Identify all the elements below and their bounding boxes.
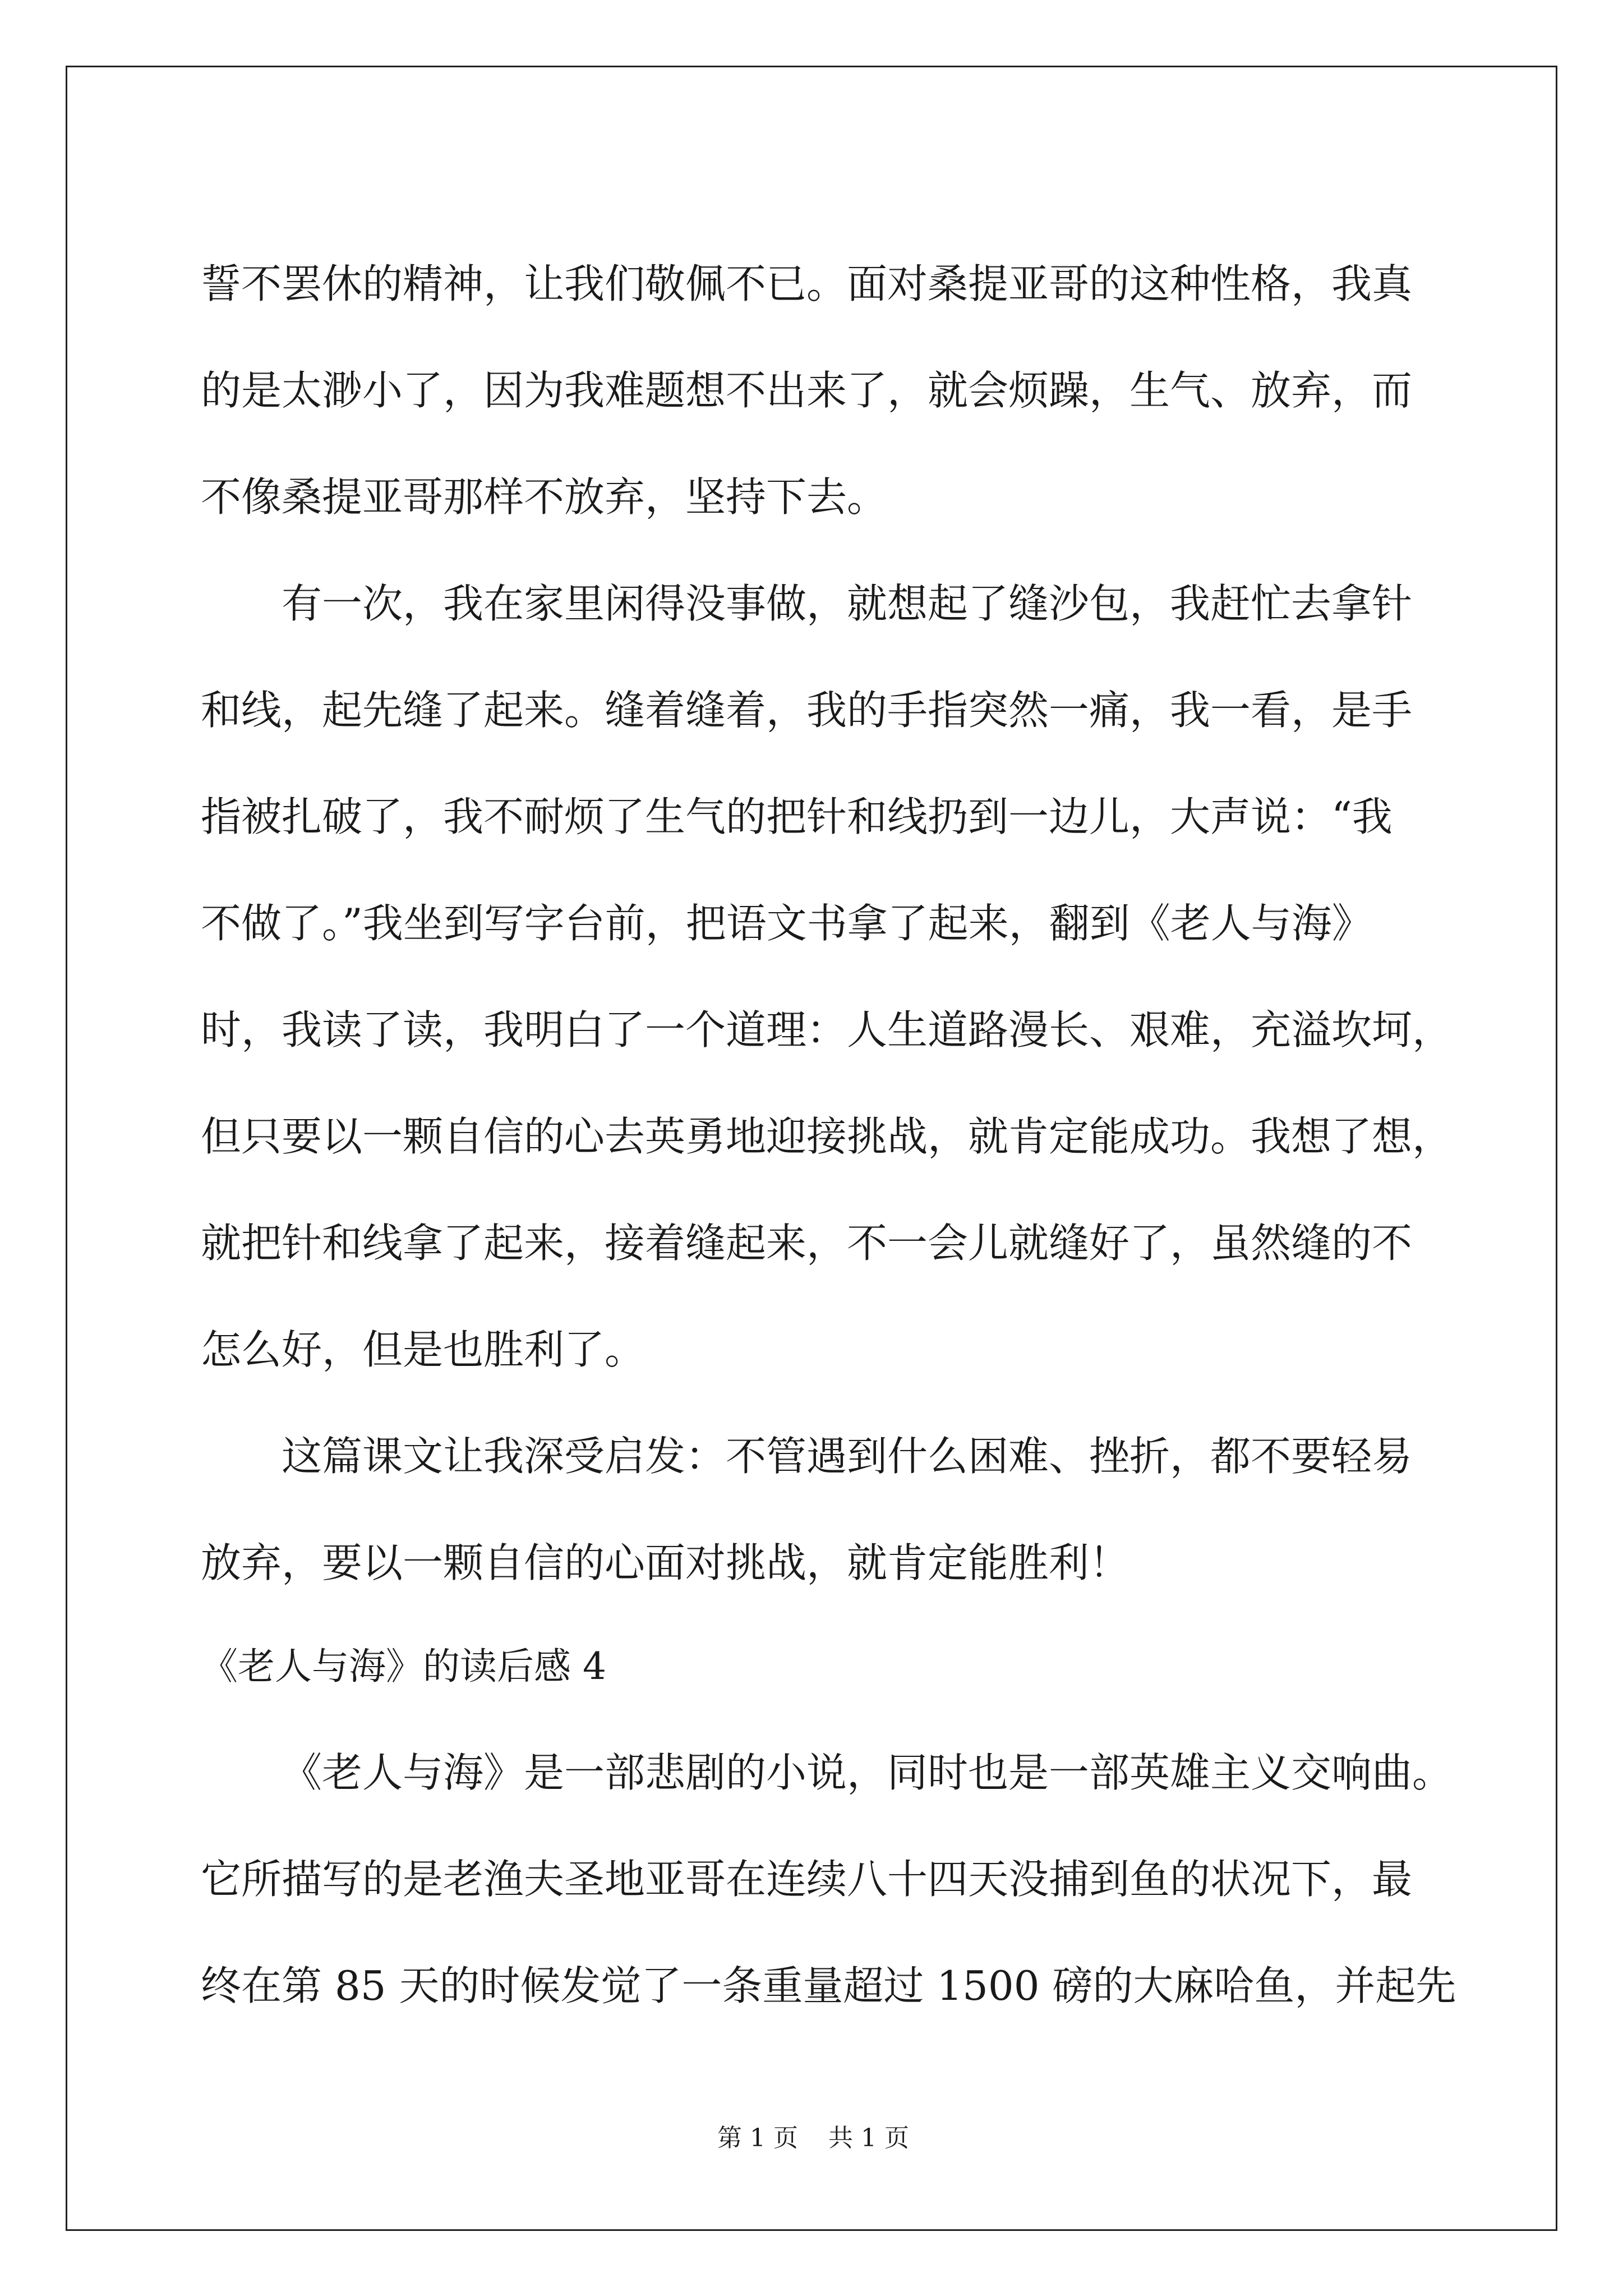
page-frame (66, 66, 1557, 2231)
page-footer (67, 2122, 1559, 2155)
text-line: 时，我读了读，我明白了一个道理：人生道路漫长、艰难，充溢坎坷， (201, 1006, 1453, 1053)
text-line: 它所描写的是老渔夫圣地亚哥在连续八十四天没捕到鱼的状况下，最 (201, 1856, 1413, 1903)
paragraph-start-line: 这篇课文让我深受启发：不管遇到什么困难、挫折，都不要轻易 (282, 1433, 1413, 1480)
text-line: 怎么好，但是也胜利了。 (201, 1326, 645, 1373)
paragraph-start-line: 《老人与海》是一部悲剧的小说，同时也是一部英雄主义交响曲。 (282, 1749, 1453, 1796)
text-line: 但只要以一颗自信的心去英勇地迎接挑战，就肯定能成功。我想了想， (201, 1113, 1453, 1160)
page-number: 第 1 页 (717, 2124, 798, 2152)
paragraph-start-line: 有一次，我在家里闲得没事做，就想起了缝沙包，我赶忙去拿针 (282, 580, 1413, 627)
text-line: 就把针和线拿了起来，接着缝起来，不一会儿就缝好了，虽然缝的不 (201, 1220, 1413, 1267)
page-total: 共 1 页 (828, 2124, 909, 2152)
text-line: 放弃，要以一颗自信的心面对挑战，就肯定能胜利！ (201, 1539, 1130, 1586)
text-line: 誓不罢休的精神，让我们敬佩不已。面对桑提亚哥的这种性格，我真 (201, 260, 1413, 307)
text-line: 的是太渺小了，因为我难题想不出来了，就会烦躁，生气、放弃，而 (201, 367, 1413, 414)
text-line: 不做了。”我坐到写字台前，把语文书拿了起来，翻到《老人与海》 (201, 900, 1372, 947)
text-line: 和线，起先缝了起来。缝着缝着，我的手指突然一痛，我一看，是手 (201, 687, 1413, 734)
text-line: 指被扎破了，我不耐烦了生气的把针和线扔到一边儿，大声说：“我 (201, 793, 1393, 840)
text-line: 终在第 85 天的时候发觉了一条重量超过 1500 磅的大麻哈鱼，并起先 (201, 1962, 1456, 2009)
section-heading: 《老人与海》的读后感 4 (201, 1645, 606, 1688)
text-line: 不像桑提亚哥那样不放弃，坚持下去。 (201, 473, 888, 521)
